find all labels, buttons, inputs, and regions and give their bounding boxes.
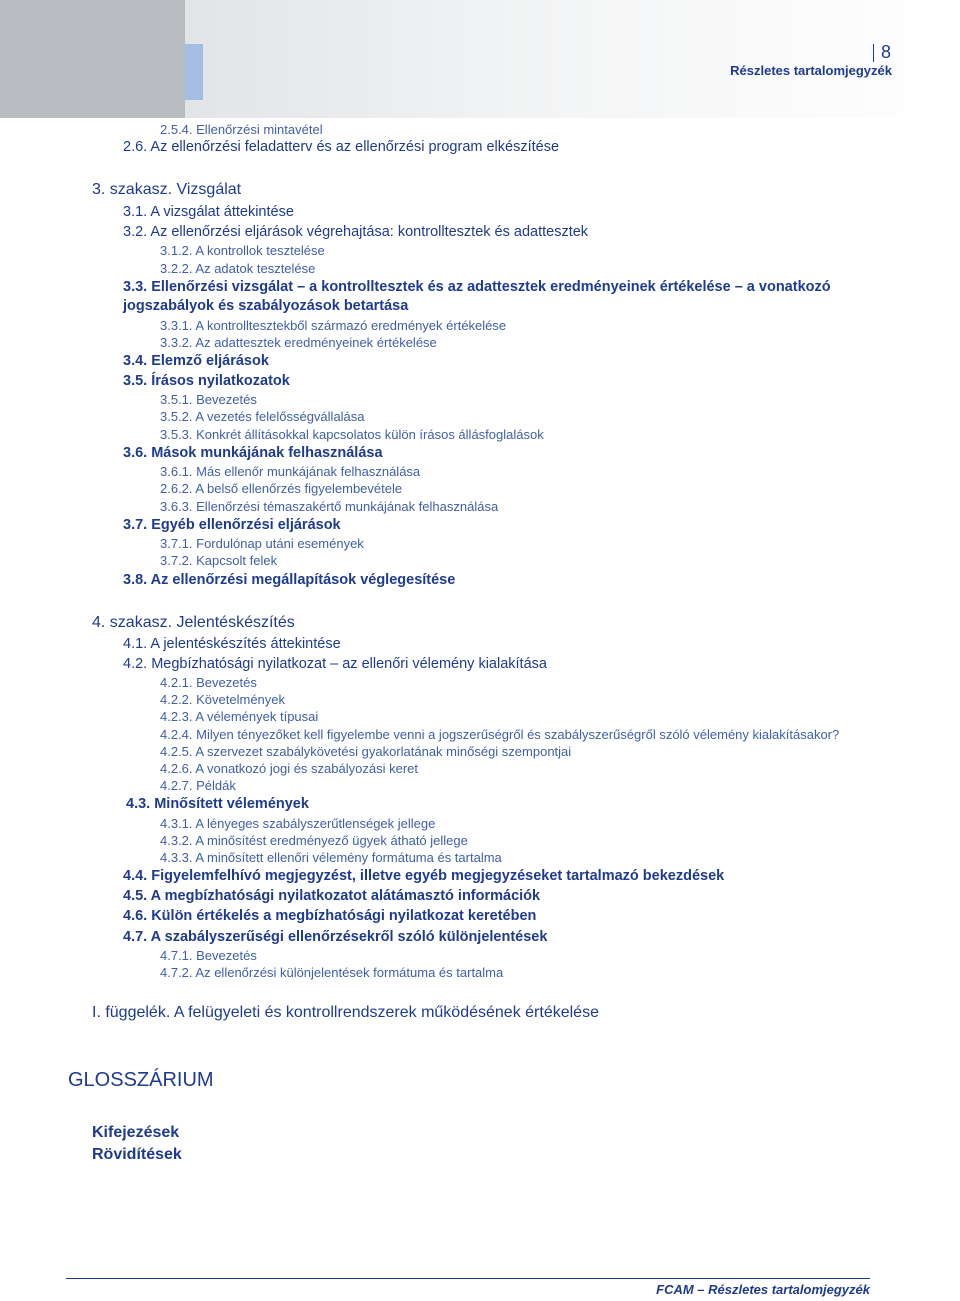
toc-entry: 4.3.2. A minősítést eredményező ügyek átható jellege — [160, 833, 468, 848]
toc-entry: 4.7.2. Az ellenőrzési különjelentések formátuma és tartalma — [160, 965, 504, 980]
toc-entry: jogszabályok és szabályozások betartása — [123, 298, 409, 314]
page-number: 8 — [881, 42, 892, 62]
toc-entry: 4.4. Figyelemfelhívó megjegyzést, illetve egyéb megjegyzéseket tartalmazó bekezdések — [123, 868, 725, 884]
toc-entry: 4.2.7. Példák — [160, 778, 236, 793]
toc-entry: 3.3.2. Az adattesztek eredményeinek értékelése — [160, 335, 437, 350]
toc-entry: 3.7.1. Fordulónap utáni események — [160, 536, 364, 551]
toc-entry: 3.5.2. A vezetés felelősségvállalása — [160, 409, 365, 424]
toc-entry: 3.2. Az ellenőrzési eljárások végrehajtása: kontrolltesztek és adattesztek — [123, 224, 589, 240]
header-corner-block — [0, 0, 185, 118]
toc-entry: 3.1. A vizsgálat áttekintése — [123, 204, 294, 220]
toc-entry: 4.3.1. A lényeges szabályszerűtlenségek jellege — [160, 816, 436, 831]
toc-entry: 3.5.1. Bevezetés — [160, 392, 257, 407]
toc-entry: 4.2.2. Követelmények — [160, 692, 286, 707]
toc-entry: 4.7.1. Bevezetés — [160, 948, 257, 963]
toc-entry: 3.2.2. Az adatok tesztelése — [160, 261, 316, 276]
toc-entry: 3.1.2. A kontrollok tesztelése — [160, 243, 325, 258]
toc-entry: 2.5.4. Ellenőrzési mintavétel — [160, 122, 323, 137]
header-accent-tab — [185, 44, 203, 100]
glossary-heading: GLOSSZÁRIUM — [68, 1069, 214, 1091]
toc-entry: 4.2.1. Bevezetés — [160, 675, 257, 690]
toc-entry: 4.5. A megbízhatósági nyilatkozatot alátámasztó információk — [123, 888, 541, 904]
toc-entry: 2.6.2. A belső ellenőrzés figyelembevétele — [160, 481, 403, 496]
footer-text: FCAM – Részletes tartalomjegyzék — [656, 1282, 870, 1297]
toc-entry: 4.2.4. Milyen tényezőket kell figyelembe venni a jogszerűségről és szabályszerűségről szóló vélemény kialakításakor? — [160, 727, 840, 742]
toc-entry: 4.3. Minősített vélemények — [126, 796, 309, 812]
toc-entry: 3. szakasz. Vizsgálat — [92, 181, 242, 198]
toc-entry: 4.6. Külön értékelés a megbízhatósági nyilatkozat keretében — [123, 908, 537, 924]
footer-rule — [66, 1278, 870, 1279]
toc-entry: 3.5. Írásos nyilatkozatok — [123, 373, 290, 389]
toc-entry: 4.2.6. A vonatkozó jogi és szabályozási keret — [160, 761, 418, 776]
toc-entry: 3.6.1. Más ellenőr munkájának felhasználása — [160, 464, 421, 479]
toc-entry: 4.2. Megbízhatósági nyilatkozat – az ellenőri vélemény kialakítása — [123, 656, 547, 672]
toc-entry: 4.3.3. A minősített ellenőri vélemény formátuma és tartalma — [160, 850, 502, 865]
toc-entry: 3.7. Egyéb ellenőrzési eljárások — [123, 517, 341, 533]
toc-entry: 4.1. A jelentéskészítés áttekintése — [123, 636, 341, 652]
toc-entry: 2.6. Az ellenőrzési feladatterv és az ellenőrzési program elkészítése — [123, 139, 560, 155]
toc-entry: 4.2.5. A szervezet szabálykövetési gyakorlatának minőségi szempontjai — [160, 744, 572, 759]
toc-entry: 3.3. Ellenőrzési vizsgálat – a kontrolltesztek és az adattesztek eredményeinek értékelése – a vonatkozó — [123, 279, 831, 295]
glossary-item: Kifejezések — [92, 1124, 180, 1141]
toc-entry: 4. szakasz. Jelentéskészítés — [92, 614, 295, 631]
toc-entry: 4.2.3. A vélemények típusai — [160, 709, 319, 724]
header-band — [185, 0, 960, 118]
page-number-divider — [873, 44, 874, 62]
toc-entry: 4.7. A szabályszerűségi ellenőrzésekről szóló különjelentések — [123, 929, 548, 945]
header-title: Részletes tartalomjegyzék — [730, 63, 892, 78]
toc-entry: 3.7.2. Kapcsolt felek — [160, 553, 278, 568]
glossary-item: Rövidítések — [92, 1146, 182, 1163]
toc-entry: 3.6.3. Ellenőrzési témaszakértő munkájának felhasználása — [160, 499, 499, 514]
toc-entry: 3.8. Az ellenőrzési megállapítások véglegesítése — [123, 572, 456, 588]
toc-entry: I. függelék. A felügyeleti és kontrollrendszerek működésének értékelése — [92, 1004, 599, 1021]
toc-entry: 3.6. Mások munkájának felhasználása — [123, 445, 383, 461]
toc-entry: 3.3.1. A kontrolltesztekből származó eredmények értékelése — [160, 318, 507, 333]
toc-entry: 3.4. Elemző eljárások — [123, 353, 269, 369]
toc-entry: 3.5.3. Konkrét állításokkal kapcsolatos külön írásos állásfoglalások — [160, 427, 544, 442]
